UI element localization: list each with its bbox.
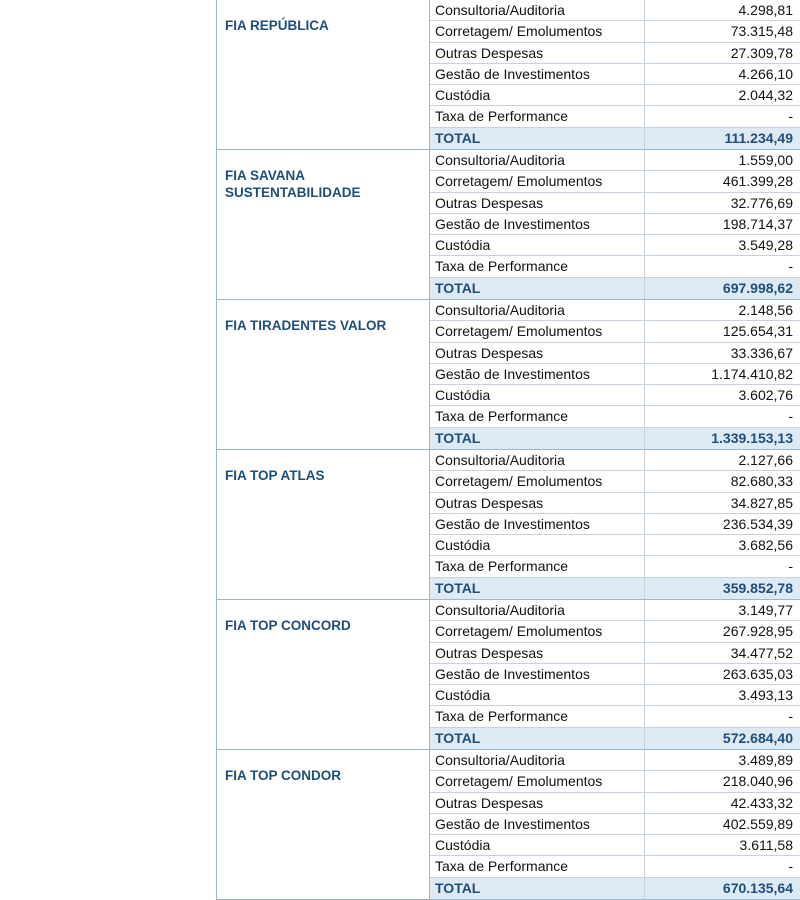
expense-label: Corretagem/ Emolumentos [430, 771, 645, 791]
expense-value: 2.148,56 [738, 302, 793, 318]
table-row [430, 621, 800, 642]
fund-rows [430, 0, 800, 149]
expense-value: 33.336,67 [730, 344, 793, 361]
expense-label: Gestão de Investimentos [430, 214, 645, 234]
fund-block [216, 300, 800, 450]
expense-label: Corretagem/ Emolumentos [430, 321, 645, 341]
table-row [430, 150, 800, 171]
total-row [430, 878, 800, 899]
expense-value: - [788, 708, 793, 725]
total-row [430, 428, 800, 449]
table-row [430, 364, 800, 385]
total-row [430, 278, 800, 299]
expense-label: Taxa de Performance [430, 106, 645, 126]
expense-value: 4.298,81 [738, 2, 793, 18]
fund-block [216, 450, 800, 600]
expense-label: Taxa de Performance [430, 706, 645, 726]
fund-name: FIA TOP CONDOR [216, 750, 430, 899]
expense-value: - [788, 858, 793, 875]
table-row [430, 214, 800, 235]
fund-block [216, 0, 800, 150]
expense-label: Custódia [430, 835, 645, 855]
fund-block [216, 750, 800, 900]
expense-value: 2.127,66 [738, 452, 793, 468]
total-label: TOTAL [430, 578, 645, 599]
table-row [430, 793, 800, 814]
expense-value: 4.266,10 [738, 65, 793, 82]
expense-label: Corretagem/ Emolumentos [430, 621, 645, 641]
expense-value: 3.549,28 [738, 237, 793, 254]
expense-value: 27.309,78 [730, 44, 793, 61]
fund-name: FIA TIRADENTES VALOR [216, 300, 430, 449]
expense-value: 34.477,52 [730, 644, 793, 661]
fund-name: FIA TOP ATLAS [216, 450, 430, 599]
total-value: 697.998,62 [722, 279, 793, 296]
fund-rows [430, 600, 800, 749]
table-row [430, 343, 800, 364]
expense-value: 125.654,31 [722, 323, 793, 340]
expense-value: 236.534,39 [722, 515, 793, 532]
expense-label: Consultoria/Auditoria [430, 750, 645, 770]
table-row [430, 814, 800, 835]
expense-label: Consultoria/Auditoria [430, 0, 645, 20]
expense-value: 1.559,00 [738, 152, 793, 168]
expense-value: - [788, 408, 793, 425]
fund-name: FIA SAVANA SUSTENTABILIDADE [216, 150, 430, 299]
expense-value: 267.928,95 [722, 623, 793, 640]
table-row [430, 856, 800, 877]
expense-value: 461.399,28 [722, 173, 793, 190]
fund-name: FIA REPÚBLICA [216, 0, 430, 149]
table-row [430, 771, 800, 792]
expense-label: Custódia [430, 685, 645, 705]
expense-value: 73.315,48 [730, 23, 793, 40]
expense-value: - [788, 108, 793, 125]
total-value: 111.234,49 [724, 129, 793, 146]
expense-value: - [788, 558, 793, 575]
table-row [430, 535, 800, 556]
table-row [430, 514, 800, 535]
table-row [430, 643, 800, 664]
expense-label: Gestão de Investimentos [430, 814, 645, 834]
total-row [430, 128, 800, 149]
expense-value: 32.776,69 [730, 194, 793, 211]
table-row [430, 600, 800, 621]
expense-label: Outras Despesas [430, 193, 645, 213]
fund-rows [430, 300, 800, 449]
expense-label: Taxa de Performance [430, 256, 645, 276]
total-value: 359.852,78 [722, 579, 793, 596]
expense-value: 34.827,85 [730, 494, 793, 511]
expense-label: Gestão de Investimentos [430, 664, 645, 684]
fund-block [216, 150, 800, 300]
fund-name: FIA TOP CONCORD [216, 600, 430, 749]
expense-value: 3.149,77 [738, 602, 793, 618]
expense-value: - [788, 258, 793, 275]
table-row [430, 556, 800, 577]
fund-rows [430, 450, 800, 599]
expense-label: Custódia [430, 535, 645, 555]
expense-label: Outras Despesas [430, 43, 645, 63]
fund-block [216, 600, 800, 750]
fund-rows [430, 150, 800, 299]
expense-value: 82.680,33 [730, 473, 793, 490]
total-label: TOTAL [430, 278, 645, 299]
expense-label: Taxa de Performance [430, 406, 645, 426]
expense-label: Consultoria/Auditoria [430, 150, 645, 170]
expense-label: Outras Despesas [430, 793, 645, 813]
expense-label: Consultoria/Auditoria [430, 300, 645, 320]
total-label: TOTAL [430, 128, 645, 149]
expense-label: Custódia [430, 85, 645, 105]
expense-label: Outras Despesas [430, 493, 645, 513]
table-row [430, 450, 800, 471]
expense-value: 3.611,58 [739, 837, 793, 854]
expense-label: Taxa de Performance [430, 856, 645, 876]
expense-value: 3.602,76 [738, 387, 793, 404]
fund-expenses-table [216, 0, 800, 900]
table-row [430, 235, 800, 256]
table-row [430, 43, 800, 64]
table-row [430, 385, 800, 406]
table-row [430, 85, 800, 106]
expense-value: 198.714,37 [722, 215, 793, 232]
expense-value: 218.040,96 [722, 773, 793, 790]
expense-value: 263.635,03 [722, 665, 793, 682]
table-row [430, 406, 800, 427]
table-row [430, 21, 800, 42]
table-row [430, 664, 800, 685]
table-row [430, 493, 800, 514]
total-label: TOTAL [430, 428, 645, 449]
fund-rows [430, 750, 800, 899]
table-row [430, 471, 800, 492]
table-row [430, 835, 800, 856]
total-value: 670.135,64 [722, 879, 793, 896]
expense-label: Corretagem/ Emolumentos [430, 21, 645, 41]
expense-value: 2.044,32 [738, 87, 793, 104]
total-label: TOTAL [430, 878, 645, 899]
table-row [430, 106, 800, 127]
expense-label: Gestão de Investimentos [430, 514, 645, 534]
expense-label: Taxa de Performance [430, 556, 645, 576]
expense-label: Custódia [430, 235, 645, 255]
table-row [430, 171, 800, 192]
total-value: 1.339.153,13 [711, 429, 793, 446]
table-row [430, 193, 800, 214]
expense-value: 3.493,13 [738, 687, 793, 704]
expense-label: Outras Despesas [430, 343, 645, 363]
table-row [430, 256, 800, 277]
expense-label: Consultoria/Auditoria [430, 600, 645, 620]
table-row [430, 64, 800, 85]
table-row [430, 300, 800, 321]
expense-label: Corretagem/ Emolumentos [430, 171, 645, 191]
expense-value: 3.682,56 [738, 537, 793, 554]
table-row [430, 706, 800, 727]
expense-value: 42.433,32 [730, 794, 793, 811]
expense-label: Gestão de Investimentos [430, 364, 645, 384]
total-value: 572.684,40 [722, 729, 793, 746]
expense-label: Gestão de Investimentos [430, 64, 645, 84]
expense-value: 1.174.410,82 [711, 365, 793, 382]
expense-label: Custódia [430, 385, 645, 405]
total-label: TOTAL [430, 728, 645, 749]
table-row [430, 0, 800, 21]
table-row [430, 321, 800, 342]
expense-value: 402.559,89 [722, 815, 793, 832]
expense-label: Corretagem/ Emolumentos [430, 471, 645, 491]
expense-label: Consultoria/Auditoria [430, 450, 645, 470]
total-row [430, 728, 800, 749]
table-row [430, 685, 800, 706]
total-row [430, 578, 800, 599]
expense-label: Outras Despesas [430, 643, 645, 663]
table-row [430, 750, 800, 771]
expense-value: 3.489,89 [738, 752, 793, 768]
